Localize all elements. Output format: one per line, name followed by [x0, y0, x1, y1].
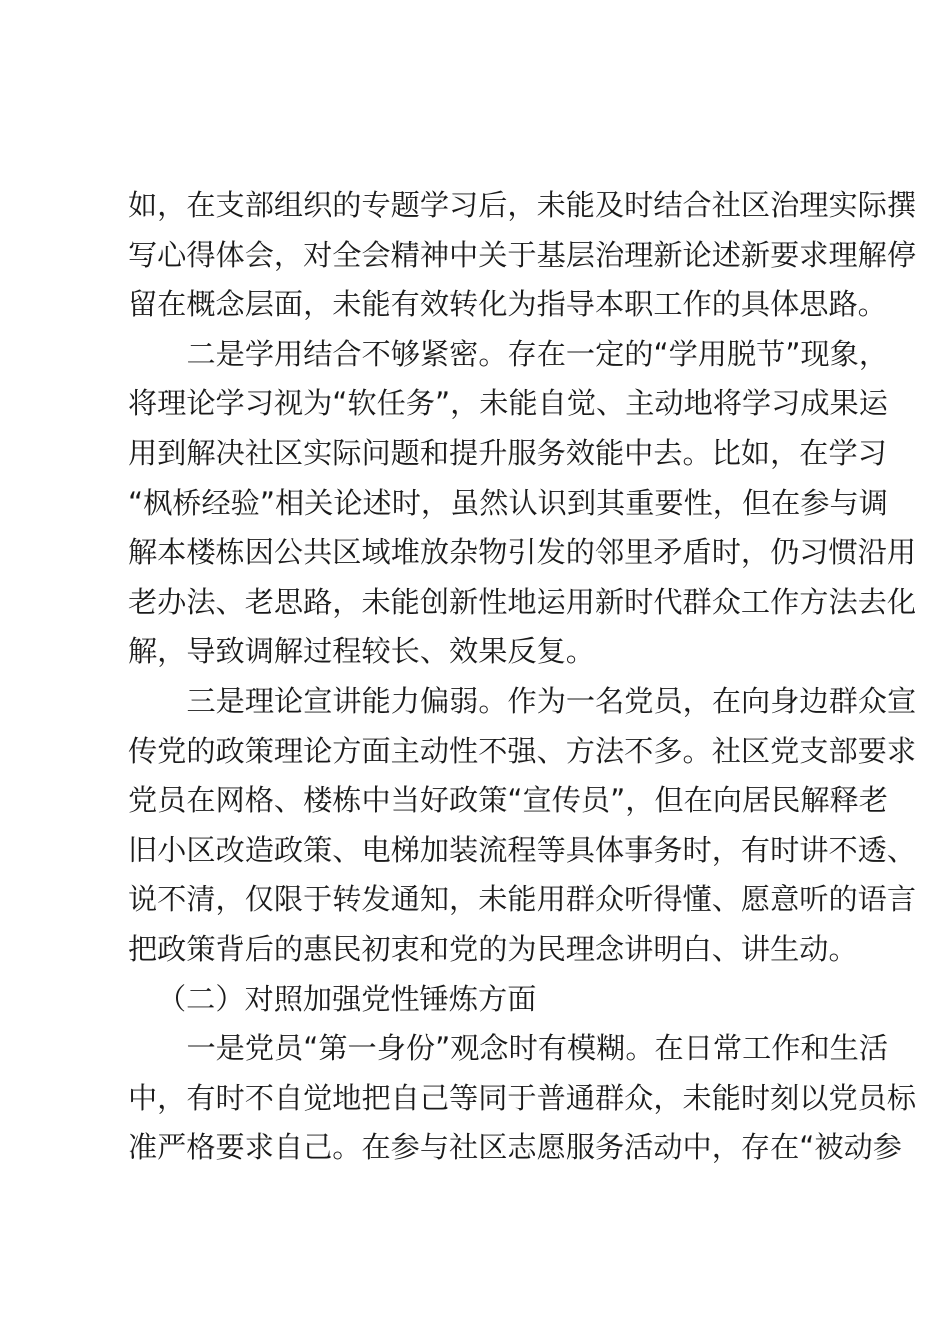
- paragraph-point-2: [128, 330, 917, 677]
- text-line: 党员在网格、楼栋中当好政策“宣传员”，但在向居民解释老: [128, 783, 888, 818]
- text-line: 写心得体会，对全会精神中关于基层治理新论述新要求理解停: [128, 237, 917, 272]
- text-line: 三是理论宣讲能力偏弱。作为一名党员，在向身边群众宣: [186, 683, 917, 718]
- paragraph-point-3: [128, 677, 917, 975]
- text-line: 留在概念层面，未能有效转化为指导本职工作的具体思路。: [128, 287, 887, 322]
- paragraph-section-2-point-1: [128, 1024, 917, 1173]
- text-line: 中，有时不自觉地把自己等同于普通群众，未能时刻以党员标: [128, 1080, 917, 1115]
- text-line: 将理论学习视为“软任务”，未能自觉、主动地将学习成果运: [128, 386, 888, 421]
- text-line: 用到解决社区实际问题和提升服务效能中去。比如，在学习: [128, 435, 887, 470]
- section-heading: [128, 975, 832, 1025]
- section-heading-text: （二）对照加强党性锤炼方面: [157, 981, 537, 1016]
- text-line: 如，在支部组织的专题学习后，未能及时结合社区治理实际撰: [128, 188, 917, 222]
- text-line: 旧小区改造政策、电梯加装流程等具体事务时，有时讲不透、: [128, 832, 917, 867]
- text-line: 解，导致调解过程较长、效果反复。: [128, 634, 595, 669]
- text-line: 一是党员“第一身份”观念时有模糊。在日常工作和生活: [186, 1031, 889, 1066]
- text-line: “枫桥经验”相关论述时，虽然认识到其重要性，但在参与调: [128, 485, 888, 520]
- text-line: 老办法、老思路，未能创新性地运用新时代群众工作方法去化: [128, 584, 917, 619]
- text-line: 二是学用结合不够紧密。存在一定的“学用脱节”现象，: [186, 336, 889, 371]
- paragraph-continuation: [128, 181, 917, 330]
- document-page: [128, 181, 917, 1173]
- text-line: 传党的政策理论方面主动性不强、方法不多。社区党支部要求: [128, 733, 917, 768]
- text-line: 说不清，仅限于转发通知，未能用群众听得懂、愿意听的语言: [128, 882, 917, 917]
- text-line: 解本楼栋因公共区域堆放杂物引发的邻里矛盾时，仍习惯沿用: [128, 535, 917, 570]
- text-line: 把政策背后的惠民初衷和党的为民理念讲明白、讲生动。: [128, 931, 858, 966]
- text-line: 准严格要求自己。在参与社区志愿服务活动中，存在“被动参: [128, 1130, 902, 1165]
